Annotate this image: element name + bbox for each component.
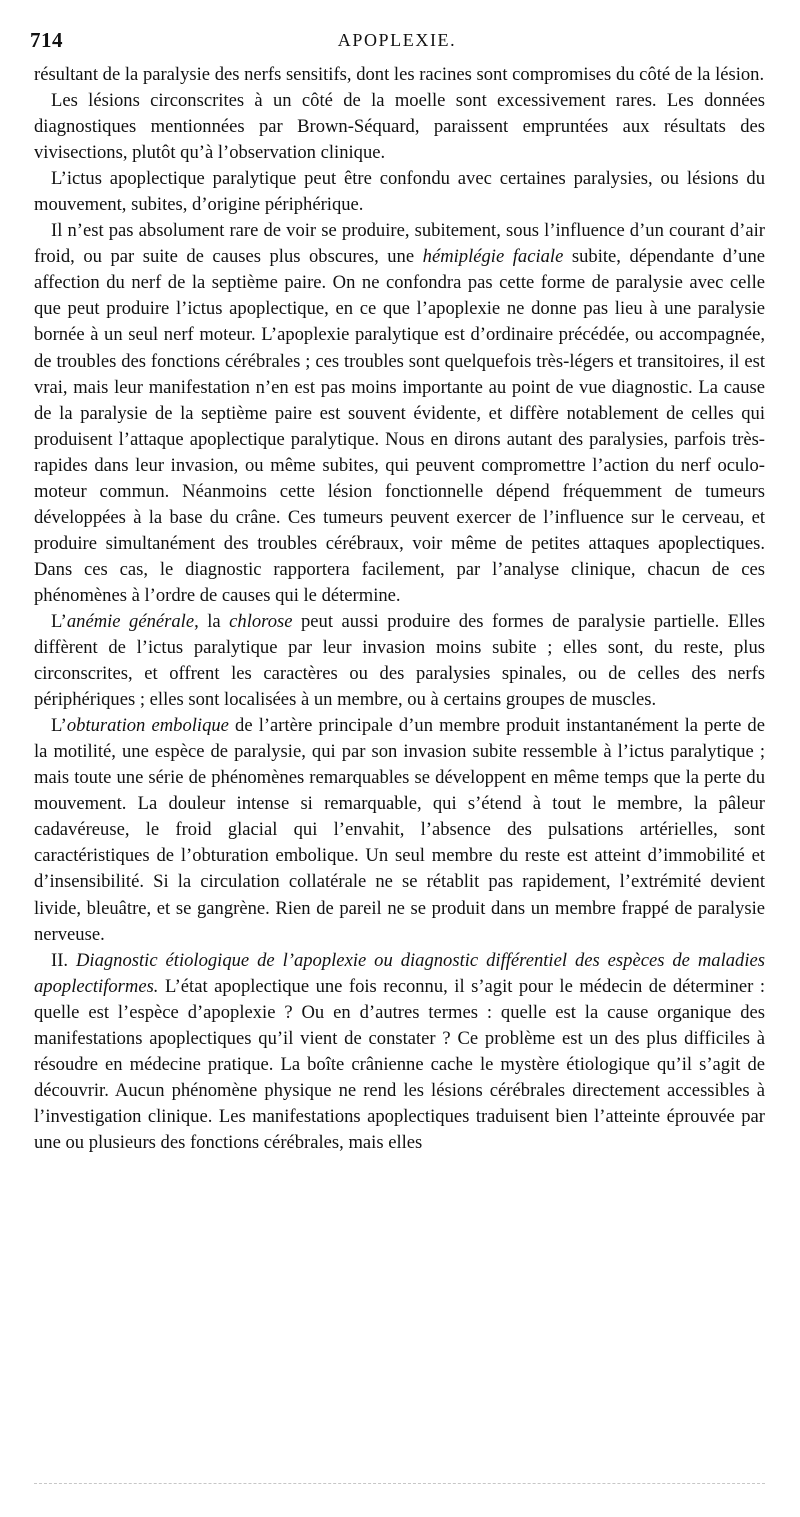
- running-title: APOPLEXIE.: [337, 30, 457, 50]
- italic-phrase: obturation embolique: [66, 715, 229, 737]
- text-run: peut aussi produire des formes de paralysie partielle. Elles diffèrent de l’ictus paralytique par leur invasion moins subite ; elles sont, du reste, plus circonscrites, et offrent les caractères ou des paralysies spinales, ou de celles des nerfs périphériques ; elles sont localisées à un membre, ou à certains groupes de muscles.: [34, 610, 765, 711]
- paragraph-6: [34, 713, 765, 947]
- text-run: II.: [51, 949, 76, 971]
- paragraph-4: [34, 218, 765, 609]
- text-run: subite, dépendante d’une affection du nerf de la septième paire. On ne confondra pas cette forme de paralysie avec celle que peut produire l’ictus apoplectique, en ce que l’apoplexie ne donne pas lieu à une paralysie bornée à un seul nerf moteur. L’apoplexie paralytique est d’ordinaire précédée, ou accompagnée, de troubles des fonctions cérébrales ; ces troubles sont quelquefois très-légers et transitoires, il est vrai, mais leur manifestation n’en est pas moins importante au point de vue diagnostic. La cause de la paralysie de la septième paire est souvent évidente, et diffère notablement de celles qui produisent l’attaque apoplectique paralytique. Nous en dirons autant des paralysies, parfois très-rapides dans leur invasion, ou même subites, qui peuvent compromettre l’action du nerf oculo-moteur commun. Néanmoins cette lésion fonctionnelle dépend fréquemment de tumeurs développées à la base du crâne. Ces tumeurs peuvent exercer de l’influence sur le cerveau, et produire simultanément des troubles cérébraux, voir même de petites attaques apoplectiques. Dans ces cas, le diagnostic rapportera facilement, par l’analyse clinique, chacun de ces phénomènes à l’ordre de causes qui le détermine.: [34, 246, 765, 606]
- italic-phrase: Diagnostic étiologique de l’apoplexie ou diagnostic différentiel des espèces de maladies apoplectiformes.: [34, 949, 766, 997]
- paragraph-2: [34, 88, 765, 166]
- text-run: , la: [194, 610, 230, 632]
- paragraph-7: [34, 948, 765, 1156]
- text-run: de l’artère principale d’un membre produit instantanément la perte de la motilité, une espèce de paralysie, qui par son invasion subite ressemble à l’ictus paralytique ; mais toute une série de phénomènes remarquables se développent en même temps que la perte du mouvement. La douleur intense si remarquable, qui s’étend à tout le membre, la pâleur cadavéreuse, le froid glacial qui l’envahit, l’absence des pulsations artérielles, sont caractéristiques de l’obturation embolique. Un seul membre du reste est atteint d’immobilité et d’insensibilité. Si la circulation collatérale ne se rétablit pas rapidement, l’extrémité devient livide, bleuâtre, et se gangrène. Rien de pareil ne se produit dans un membre frappé de paralysie nerveuse.: [34, 715, 765, 945]
- footer-rule: [34, 1483, 765, 1484]
- text-run: L’état apoplectique une fois reconnu, il s’agit pour le médecin de déterminer : quelle est l’espèce d’apoplexie ? Ou en d’autres termes : quelle est la cause organique des manifestations apoplectiques qu’il vient de constater ? Ce problème est un des plus difficiles à résoudre en médecine pratique. La boîte crânienne cache le mystère étiologique qu’il s’agit de découvrir. Aucun phénomène physique ne rend les lésions cérébrales directement accessibles à l’investigation clinique. Les manifestations apoplectiques traduisent bien l’atteinte éprouvée par une ou plusieurs des fonctions cérébrales, mais elles: [34, 975, 765, 1153]
- text-run: résultant de la paralysie des nerfs sensitifs, dont les racines sont compromises du côté de la lésion.: [34, 64, 765, 85]
- paragraph-3: [34, 166, 765, 218]
- text-run: L’: [51, 610, 67, 632]
- italic-phrase: chlorose: [229, 610, 293, 632]
- page-number: 714: [30, 28, 63, 52]
- italic-phrase: anémie générale: [66, 610, 195, 632]
- text-run: L’ictus apoplectique paralytique peut être confondu avec certaines paralysies, ou lésions du mouvement, subites, d’origine périphérique.: [34, 168, 765, 216]
- text-run: Les lésions circonscrites à un côté de la moelle sont excessivement rares. Les données diagnostiques mentionnées par Brown-Séquard, paraissent empruntées aux résultats des vivisections, plutôt qu’à l’observation clinique.: [34, 90, 765, 164]
- body-text: [34, 62, 765, 1156]
- text-run: L’: [51, 715, 67, 737]
- italic-phrase: hémiplégie faciale: [422, 246, 564, 268]
- paragraph-5: [34, 609, 765, 713]
- paragraph-1: [34, 62, 765, 88]
- page-header: [30, 28, 764, 58]
- text-run: Il n’est pas absolument rare de voir se produire, subitement, sous l’influence d’un courant d’air froid, ou par suite de causes plus obscures, une: [34, 220, 765, 268]
